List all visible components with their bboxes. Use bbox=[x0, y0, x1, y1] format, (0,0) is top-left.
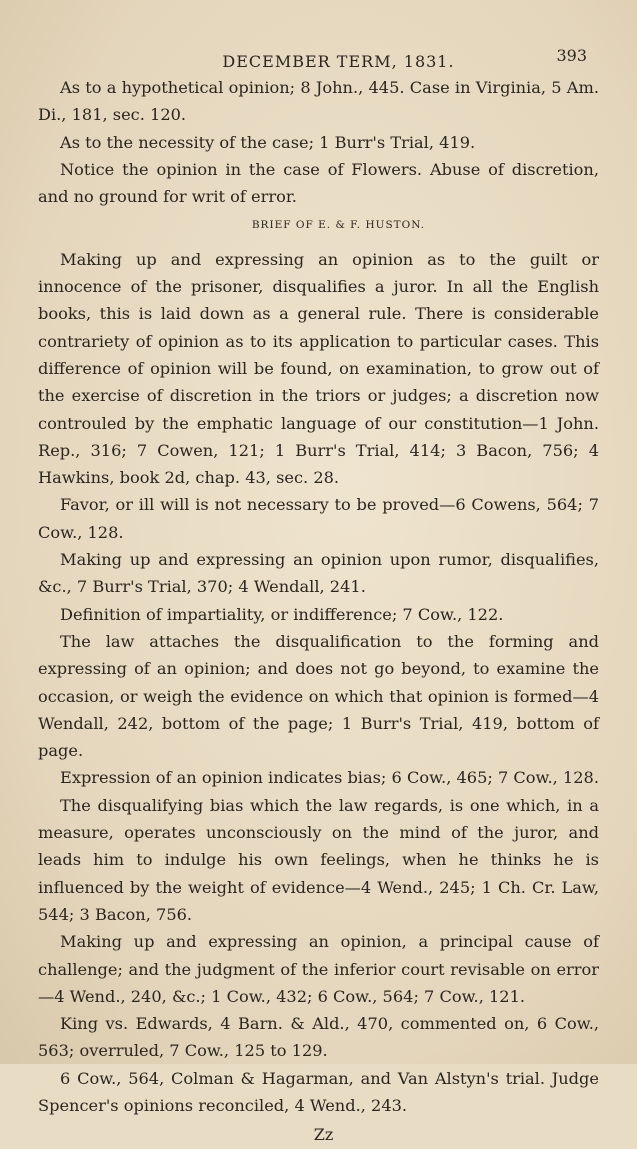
paragraph-brief-10: 6 Cow., 564, Colman & Hagarman, and Van Alstyn's trial. Judge Spencer's opinions reconciled, 4 Wend., 243. bbox=[38, 1068, 599, 1115]
paragraph-brief-7: The disqualifying bias which the law regards, is one which, in a measure, operates unconsciously on the mind of the juror, and leads him to indulge his own feelings, when he thinks he is influenced by the weight of evidence—4 Wend., 245; 1 Ch. Cr. Law, 544; 3 Bacon, 756. bbox=[38, 795, 599, 924]
running-title: DECEMBER TERM, 1831. bbox=[222, 52, 455, 71]
paragraph-brief-2: Favor, or ill will is not necessary to be proved—6 Cowens, 564; 7 Cow., 128. bbox=[38, 495, 599, 542]
paragraph-brief-9: King vs. Edwards, 4 Barn. & Ald., 470, commented on, 6 Cow., 563; overruled, 7 Cow., 125 to 129. bbox=[38, 1014, 599, 1061]
paragraph-brief-6: Expression of an opinion indicates bias; 6 Cow., 465; 7 Cow., 128. bbox=[60, 768, 599, 788]
page-body bbox=[38, 74, 599, 1149]
paragraph-brief-4: Definition of impartiality, or indifference; 7 Cow., 122. bbox=[60, 604, 504, 624]
paragraph-brief-3: Making up and expressing an opinion upon rumor, disqualifies, &c., 7 Burr's Trial, 370; 4 Wendall, 241. bbox=[38, 550, 599, 597]
paragraph-brief-1: Making up and expressing an opinion as to the guilt or innocence of the prisoner, disqualifies a juror. In all the English books, this is laid down as a general rule. There is considerable contrariety of opinion as to its application to particular cases. This difference of opinion will be found, on examination, to grow out of the exercise of discretion in the triors or judges; a discretion now controuled by the emphatic language of our constitution—1 John. Rep., 316; 7 Cowen, 121; 1 Burr's Trial, 414; 3 Bacon, 756; 4 Hawkins, book 2d, chap. 43, sec. 28. bbox=[38, 249, 599, 488]
page-header bbox=[38, 40, 599, 74]
paragraph-flowers-case: Notice the opinion in the case of Flowers. Abuse of discretion, and no ground for writ of error. bbox=[38, 159, 599, 207]
page-number: 393 bbox=[556, 46, 587, 65]
paragraph-brief-8: Making up and expressing an opinion, a principal cause of challenge; and the judgment of the inferior court revisable on error—4 Wend., 240, &c.; 1 Cow., 432; 6 Cow., 564; 7 Cow., 121. bbox=[38, 932, 599, 1006]
paragraph-hypothetical-opinion: As to a hypothetical opinion; 8 John., 445. Case in Virginia, 5 Am. Di., 181, sec. 120. bbox=[38, 78, 599, 125]
brief-heading: BRIEF OF E. & F. HUSTON. bbox=[251, 219, 426, 232]
signature-mark: Zz bbox=[313, 1125, 334, 1145]
paragraph-brief-5: The law attaches the disqualification to the forming and expressing of an opinion; and does not go beyond, to examine the occasion, or weigh the evidence on which that opinion is formed—4 Wendall, 242, bottom of the page; 1 Burr's Trial, 419, bottom of page. bbox=[38, 631, 599, 761]
paragraph-necessity-of-case: As to the necessity of the case; 1 Burr's Trial, 419. bbox=[60, 132, 476, 152]
